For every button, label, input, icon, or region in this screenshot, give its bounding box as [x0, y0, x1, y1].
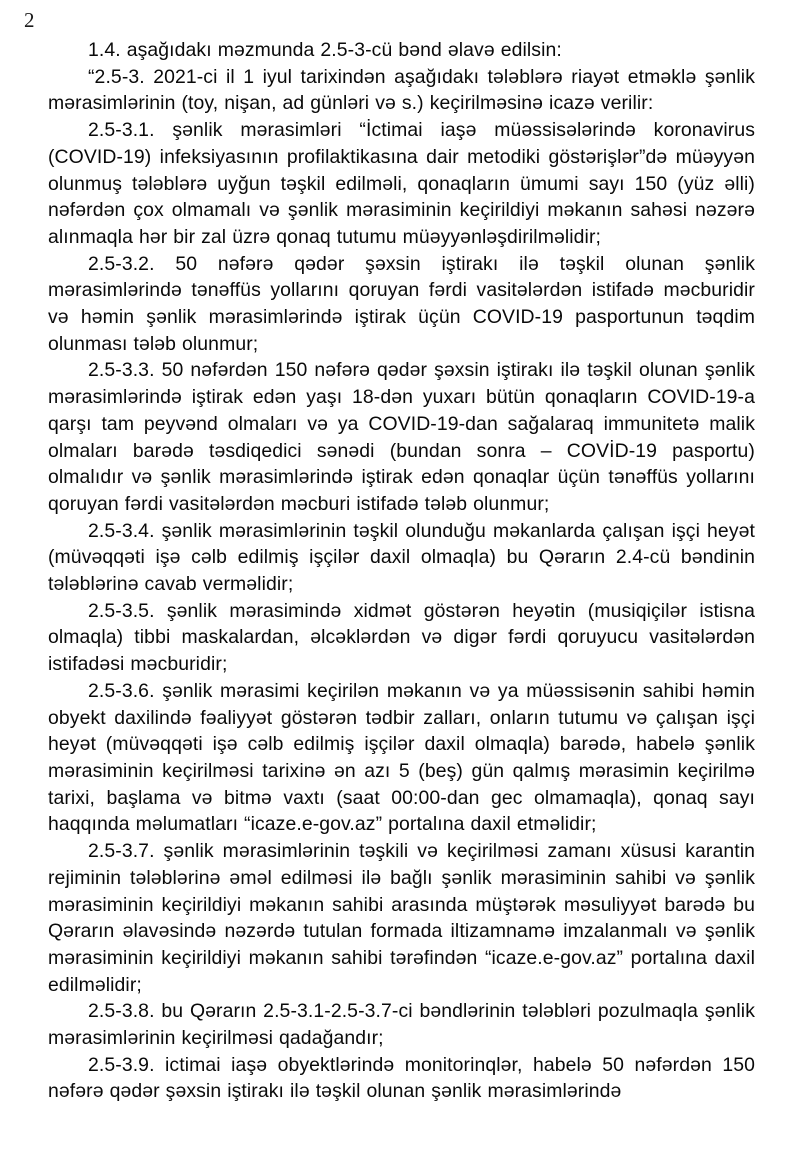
paragraph-2-5-3: “2.5-3. 2021-ci il 1 iyul tarixindən aşağıdakı tələblərə riayət etməklə şənlik mərasimlərinin (toy, nişan, ad günləri və s.) keçirilməsinə icazə verilir: — [48, 65, 755, 115]
paragraph-2-5-3-1: 2.5-3.1. şənlik mərasimləri “İctimai iaşə müəssisələrində koronavirus (COVID-19) infeksiyasının profilaktikasına dair metodiki göstərişlər”də müəyyən olunmuş tələblərə uyğun təşkil edilməli, qonaqların ümumi sayı 150 (yüz əlli) nəfərdən çox olmamalı və şənlik mərasiminin keçirildiyi məkanın sahəsi nəzərə alınmaqla hər bir zal üzrə qonaq tutumu müəyyənləşdirilməlidir; — [48, 119, 755, 248]
paragraph-2-5-3-9: 2.5-3.9. ictimai iaşə obyektlərində monitorinqlər, habelə 50 nəfərdən 150 nəfərə qədər şəxsin iştirakı ilə təşkil olunan şənlik mərasimlərində — [48, 1053, 755, 1103]
paragraph-2-5-3-2: 2.5-3.2. 50 nəfərə qədər şəxsin iştirakı ilə təşkil olunan şənlik mərasimlərində tənəffüs yollarını qoruyan fərdi vasitələrdən istifadə məcburidir və həmin şənlik mərasimlərində iştirak üçün COVID-19 pasportunun təqdim olunması tələb olunmur; — [48, 252, 755, 355]
paragraph-1-4: 1.4. aşağıdakı məzmunda 2.5-3-cü bənd əlavə edilsin: — [88, 39, 562, 61]
paragraph-2-5-3-3: 2.5-3.3. 50 nəfərdən 150 nəfərə qədər şəxsin iştirakı ilə təşkil olunan şənlik mərasimlərində iştirak edən yaşı 18-dən yuxarı bütün qonaqların COVID-19-a qarşı tam peyvənd olmaları və ya COVID-19-dan sağalaraq immunitetə malik olmaları barədə təsdiqedici sənədi (bundan sonra – COVİD-19 pasportu) olmalıdır və şənlik mərasimlərində iştirak edən qonaqlar üçün tənəffüs yollarını qoruyan fərdi vasitələrdən məcburi istifadə tələb olunmur; — [48, 359, 755, 515]
paragraph-2-5-3-6: 2.5-3.6. şənlik mərasimi keçirilən məkanın və ya müəssisənin sahibi həmin obyekt daxilində fəaliyyət göstərən tədbir zalları, onların tutumu və çalışan işçi heyət (müvəqqəti işə cəlb edilmiş işçilər daxil olmaqla) barədə, habelə şənlik mərasiminin keçirilməsi tarixinə ən azı 5 (beş) gün qalmış mərasimin keçirilmə tarixi, başlama və bitmə vaxtı (saat 00:00-dan gec olmamaqla), qonaq sayı haqqında məlumatları “icaze.e-gov.az” portalına daxil etməlidir; — [48, 679, 755, 836]
paragraph-2-5-3-7: 2.5-3.7. şənlik mərasimlərinin təşkili və keçirilməsi zamanı xüsusi karantin rejiminin tələblərinə əməl edilməsi ilə bağlı şənlik mərasiminin sahibi və şənlik mərasiminin keçirildiyi məkanın sahibi arasında müştərək məsuliyyət barədə bu Qərarın əlavəsində nəzərdə tutulan formada iltizamnamə imzalanmalı və şənlik mərasiminin keçirildiyi məkanın sahibi tərəfindən “icaze.e-gov.az” portalına daxil edilməlidir; — [48, 840, 755, 996]
paragraph-2-5-3-5: 2.5-3.5. şənlik mərasimində xidmət göstərən heyətin (musiqiçilər istisna olmaqla) tibbi maskalardan, əlcəklərdən və digər fərdi qoruyucu vasitələrdən istifadəsi məcburidir; — [48, 599, 755, 676]
page-number: 2 — [24, 8, 35, 32]
paragraph-2-5-3-8: 2.5-3.8. bu Qərarın 2.5-3.1-2.5-3.7-ci bəndlərinin tələbləri pozulmaqla şənlik mərasimlərinin keçirilməsi qadağandır; — [48, 1000, 755, 1050]
paragraph-2-5-3-4: 2.5-3.4. şənlik mərasimlərinin təşkil olunduğu məkanlarda çalışan işçi heyət (müvəqqəti işə cəlb edilmiş işçilər daxil olmaqla) bu Qərarın 2.4-cü bəndinin tələblərinə cavab verməlidir; — [48, 519, 755, 596]
document-body — [48, 37, 755, 1105]
